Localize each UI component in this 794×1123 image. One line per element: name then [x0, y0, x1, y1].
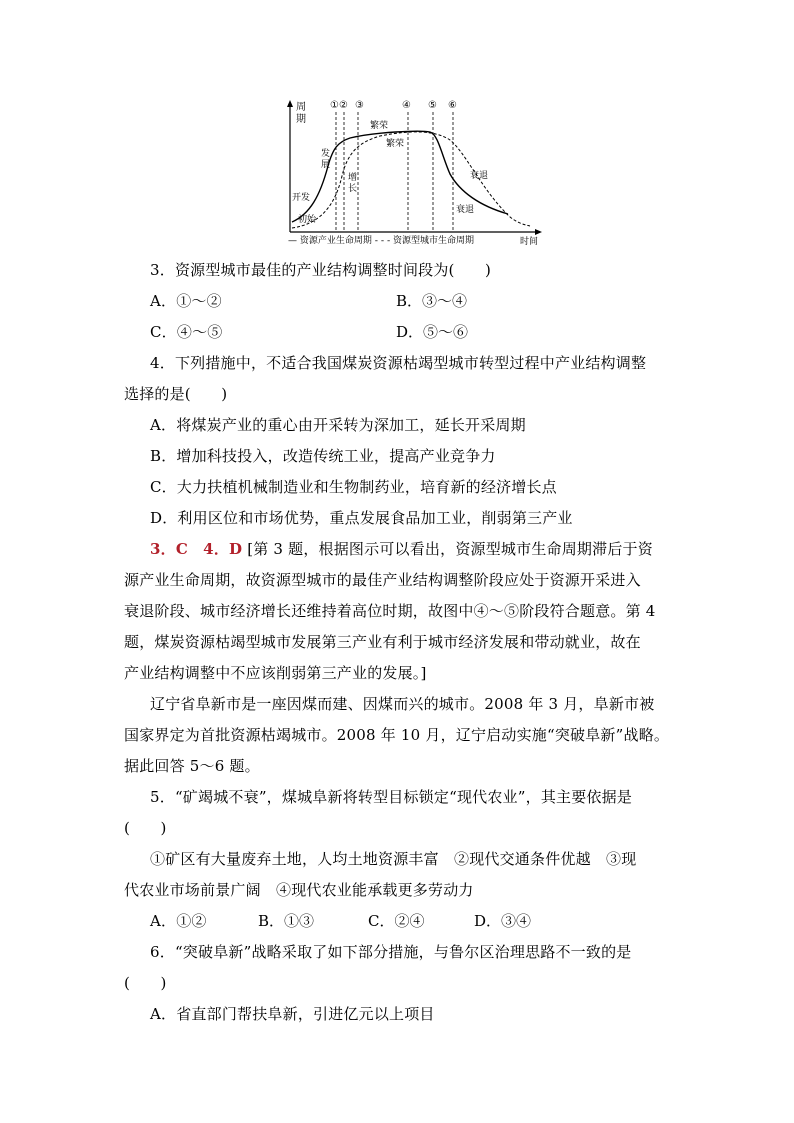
- passage-line1: 辽宁省阜新市是一座因煤而建、因煤而兴的城市。2008 年 3 月，阜新市被: [150, 695, 655, 713]
- stage-prosper-top: 繁荣: [370, 121, 389, 131]
- q4-stem-1: 4．下列措施中，不适合我国煤炭资源枯竭型城市转型过程中产业结构调整: [150, 354, 647, 372]
- q3-option-b[interactable]: B．③～④: [396, 292, 468, 310]
- answer34-text-1: [第 3 题，根据图示可以看出，资源型城市生命周期滞后于资: [247, 540, 653, 558]
- q4-stem-2: 选择的是( ): [124, 385, 228, 403]
- q5-option-b[interactable]: B．①③: [258, 912, 315, 930]
- stage-exploit: 开发: [292, 193, 311, 203]
- q5-stem-1: 5．“矿竭城不衰”，煤城阜新将转型目标锁定“现代农业”，其主要依据是: [150, 788, 633, 806]
- q5-option-a[interactable]: A．①②: [150, 912, 207, 930]
- answer34-label: 3．C 4．D: [150, 540, 243, 558]
- legend: — 资源产业生命周期 - - - 资源型城市生命周期: [288, 236, 475, 246]
- marker-5: ⑤: [428, 100, 437, 111]
- q6-stem-2: ( ): [124, 974, 167, 992]
- stage-growth-2: 长: [348, 184, 358, 194]
- answer34-line2: 源产业生命周期，故资源型城市的最佳产业结构调整阶段应处于资源开采进入: [124, 571, 641, 589]
- q5-option-c[interactable]: C．②④: [368, 912, 425, 930]
- stage-begin: 初始: [298, 215, 317, 225]
- answer34-line3: 衰退阶段、城市经济增长还维持着高位时期，故图中④～⑤阶段符合题意。第 4: [124, 602, 656, 620]
- q6-stem-1: 6．“突破阜新”战略采取了如下部分措施，与鲁尔区治理思路不一致的是: [150, 943, 632, 961]
- stage-prosper-mid: 繁荣: [386, 139, 405, 149]
- stage-decline-low: 衰退: [456, 205, 475, 215]
- life-cycle-diagram: [280, 96, 550, 252]
- answer34-line4: 题，煤炭资源枯竭型城市发展第三产业有利于城市经济发展和带动就业，故在: [124, 633, 641, 651]
- q4-option-b[interactable]: B．增加科技投入，改造传统工业，提高产业竞争力: [150, 447, 496, 465]
- marker-6: ⑥: [448, 100, 457, 111]
- q3-stem: 3．资源型城市最佳的产业结构调整时间段为( ): [150, 261, 492, 279]
- q5-stem-2: ( ): [124, 819, 167, 837]
- marker-lines: [336, 112, 453, 232]
- q4-option-d[interactable]: D．利用区位和市场优势，重点发展食品加工业，削弱第三产业: [150, 509, 573, 527]
- marker-12: ①②: [330, 100, 348, 111]
- marker-4: ④: [402, 100, 411, 111]
- q5-items-1: ①矿区有大量废弃土地，人均土地资源丰富 ②现代交通条件优越 ③现: [150, 850, 637, 868]
- y-axis-arrow: [287, 100, 293, 107]
- stage-develop-2: 展: [321, 160, 331, 170]
- x-axis-arrow: [535, 229, 542, 235]
- stage-develop-1: 发: [321, 149, 331, 159]
- resource-city-curve: [292, 132, 530, 228]
- stage-decline-right: 衰退: [470, 171, 489, 181]
- passage-line3: 据此回答 5～6 题。: [124, 757, 260, 775]
- x-axis-label: 时间: [520, 237, 539, 247]
- q5-items-2: 代农业市场前景广阔 ④现代农业能承载更多劳动力: [124, 881, 474, 899]
- passage-line2: 国家界定为首批资源枯竭城市。2008 年 10 月，辽宁启动实施“突破阜新”战略。: [124, 726, 670, 744]
- q4-option-a[interactable]: A．将煤炭产业的重心由开采转为深加工，延长开采周期: [150, 416, 526, 434]
- q5-option-d[interactable]: D．③④: [474, 912, 532, 930]
- answer34-line5: 产业结构调整中不应该削弱第三产业的发展。]: [124, 664, 427, 682]
- marker-3: ③: [355, 100, 364, 111]
- q3-option-d[interactable]: D．⑤～⑥: [396, 323, 469, 341]
- q3-option-a[interactable]: A．①～②: [150, 292, 222, 310]
- q4-option-c[interactable]: C．大力扶植机械制造业和生物制药业，培育新的经济增长点: [150, 478, 557, 496]
- q6-option-a[interactable]: A．省直部门帮扶阜新，引进亿元以上项目: [150, 1005, 435, 1023]
- stage-growth-1: 增: [348, 173, 358, 183]
- answer34-line1: [150, 539, 653, 559]
- y-axis-label-1: 周: [296, 102, 306, 113]
- life-cycle-svg: [280, 96, 550, 252]
- q3-option-c[interactable]: C．④～⑤: [150, 323, 223, 341]
- y-axis-label-2: 期: [296, 114, 306, 125]
